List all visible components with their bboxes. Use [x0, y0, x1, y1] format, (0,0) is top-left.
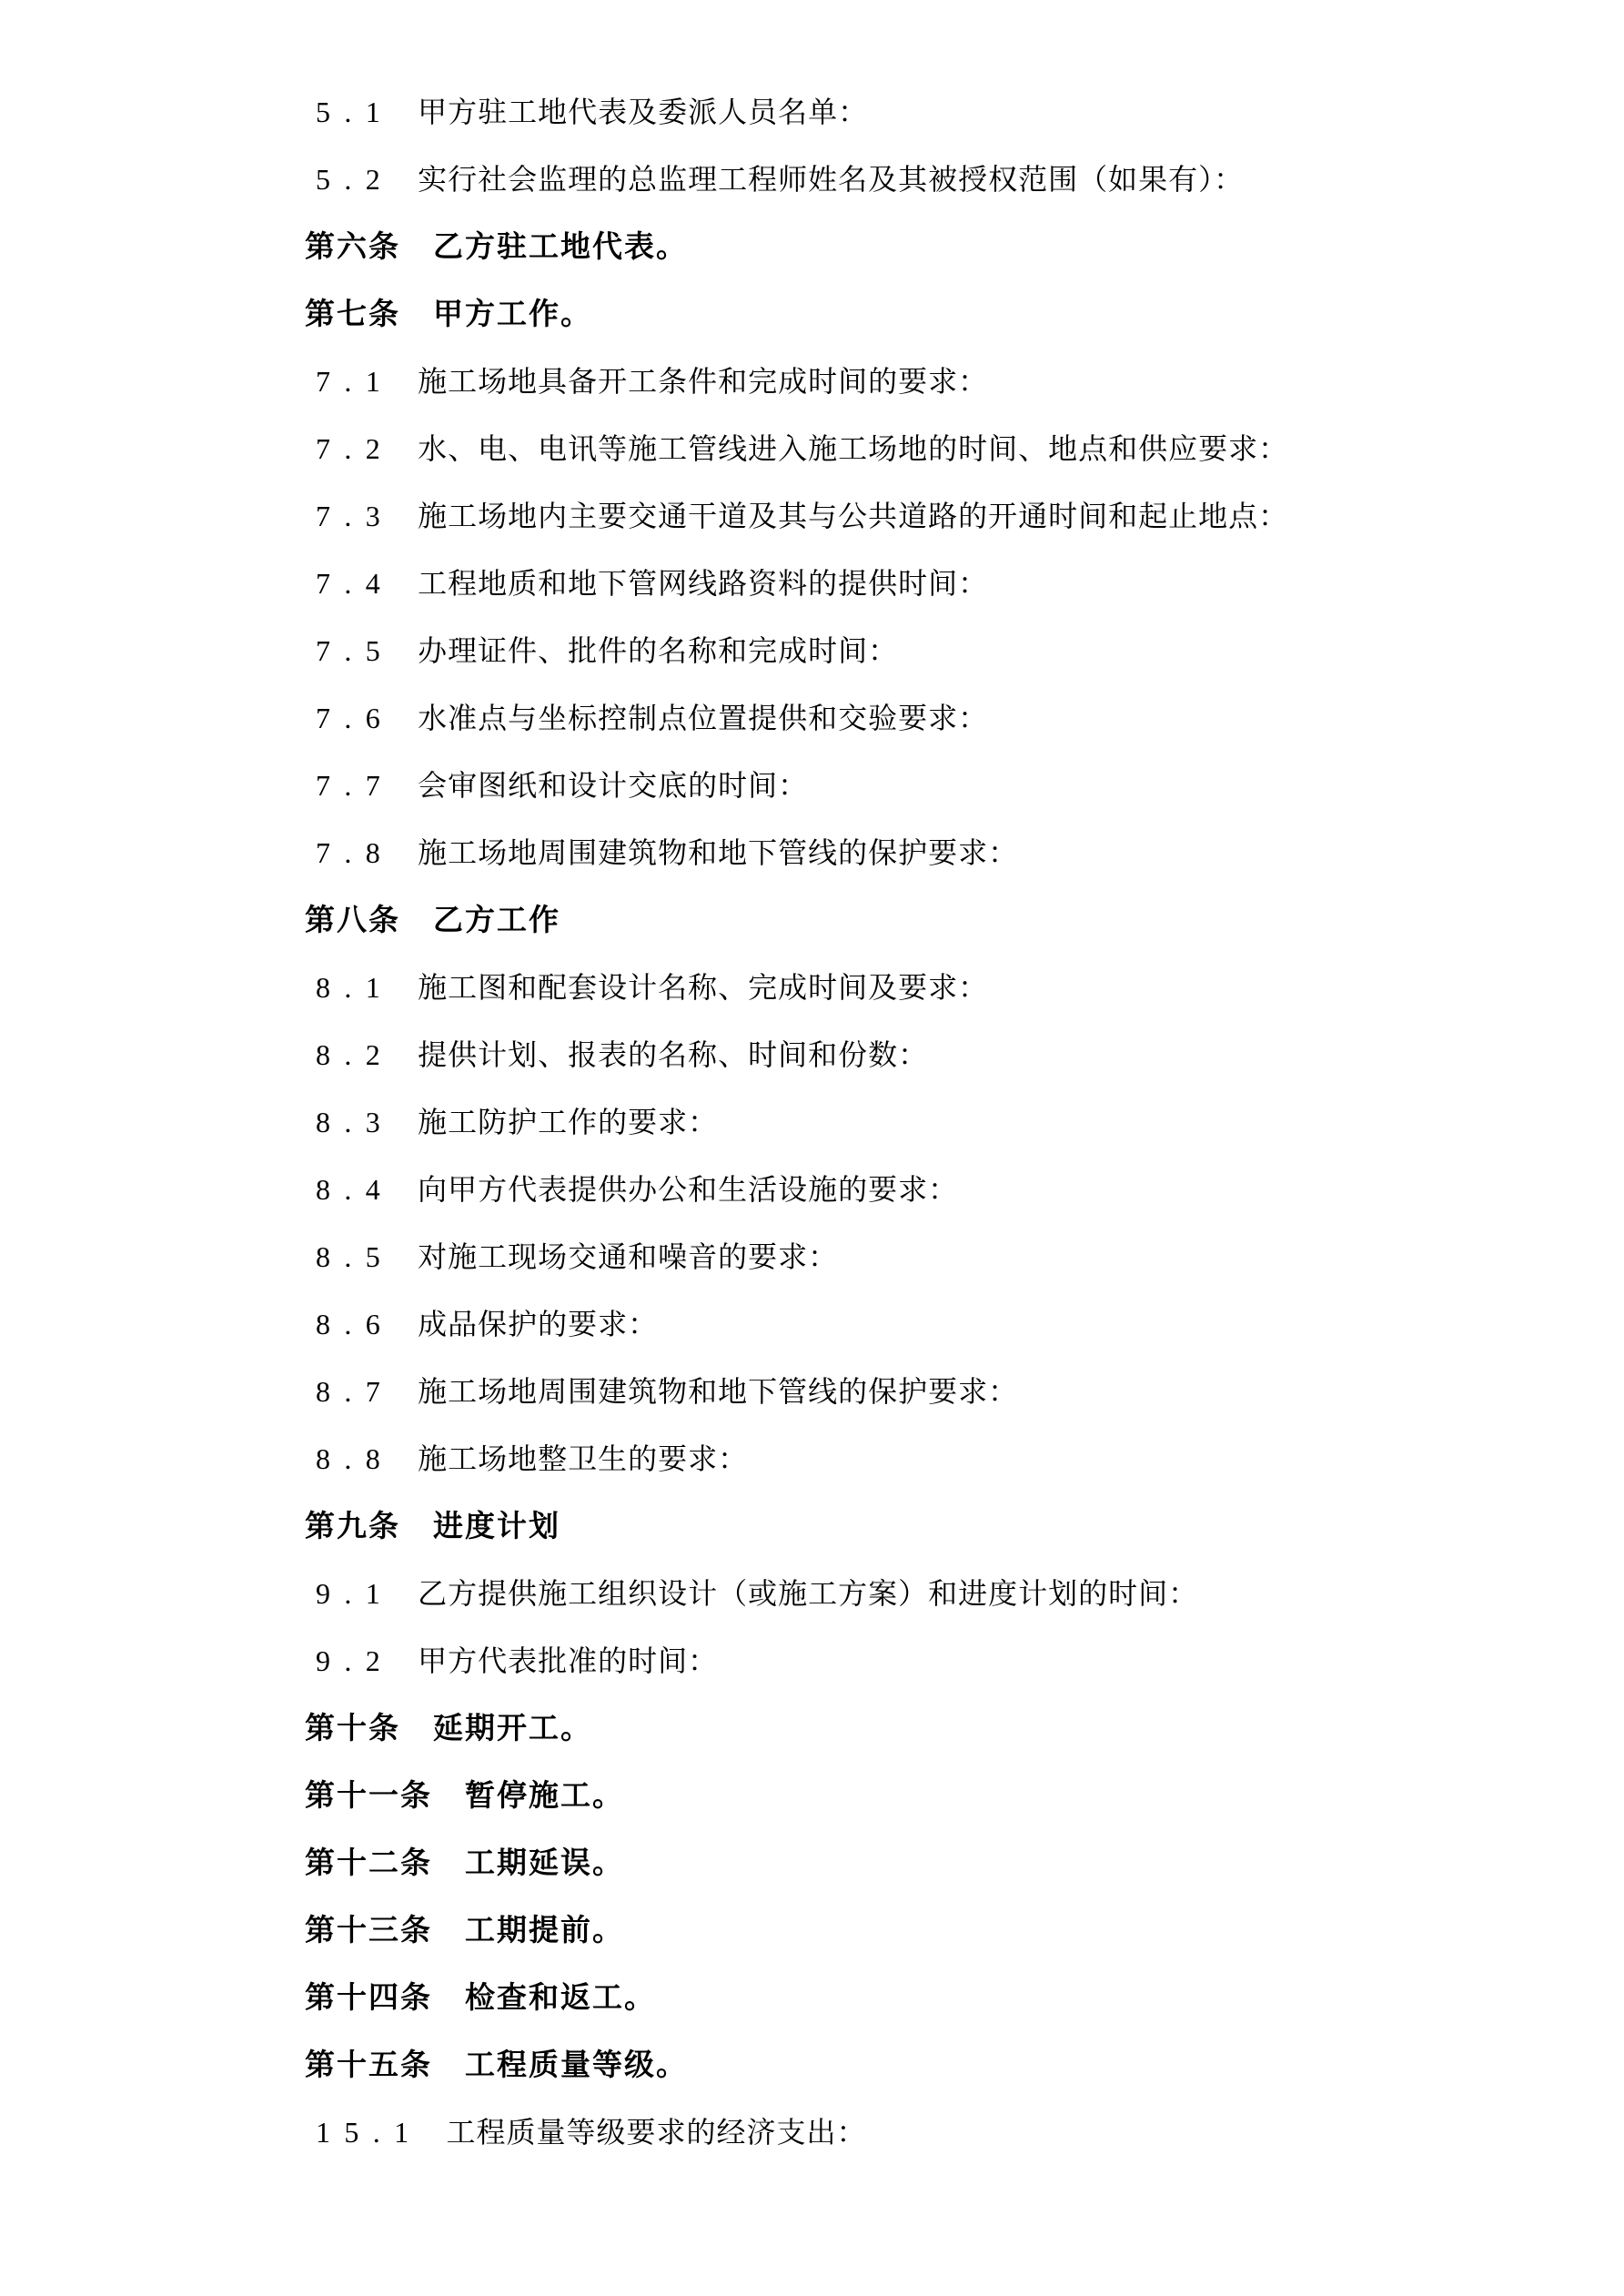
item-text: 施工防护工作的要求：	[418, 1106, 719, 1138]
item-text: 甲方驻工地代表及委派人员名单：	[418, 96, 869, 128]
document-line	[305, 1492, 1515, 1560]
document-line	[305, 1156, 1515, 1223]
item-number: 第六条	[305, 229, 400, 263]
item-text: 实行社会监理的总监理工程师姓名及其被授权范围（如果有）：	[418, 163, 1245, 196]
item-text: 工程质量等级要求的经济支出：	[446, 2116, 867, 2149]
item-number: 8.4	[316, 1173, 395, 1206]
document-line	[305, 1694, 1515, 1762]
item-number: 8.6	[316, 1308, 395, 1340]
document-line	[305, 684, 1515, 752]
item-number: 8.2	[316, 1038, 395, 1071]
document-line	[305, 213, 1515, 280]
document-line	[305, 2031, 1515, 2099]
item-number: 9.1	[316, 1577, 395, 1610]
item-text: 延期开工。	[433, 1711, 592, 1745]
item-text: 乙方工作	[433, 903, 560, 936]
document-line	[305, 1627, 1515, 1694]
item-text: 对施工现场交通和噪音的要求：	[418, 1240, 839, 1273]
item-number: 7.3	[316, 500, 395, 532]
document-line	[305, 482, 1515, 550]
document-line	[305, 1358, 1515, 1425]
document-line	[305, 146, 1515, 213]
item-number: 第七条	[305, 297, 400, 330]
item-number: 7.5	[316, 634, 395, 667]
item-number: 5.2	[316, 163, 395, 196]
item-number: 8.3	[316, 1106, 395, 1138]
document-line	[305, 78, 1515, 146]
item-text: 会审图纸和设计交底的时间：	[418, 769, 809, 802]
document-line	[305, 886, 1515, 954]
item-text: 施工场地内主要交通干道及其与公共道路的开通时间和起止地点：	[418, 500, 1289, 532]
item-text: 提供计划、报表的名称、时间和份数：	[418, 1038, 929, 1071]
document-line	[305, 617, 1515, 684]
item-text: 甲方工作。	[433, 297, 592, 330]
document-line	[305, 1223, 1515, 1290]
item-text: 施工场地周围建筑物和地下管线的保护要求：	[418, 1375, 1019, 1408]
item-text: 暂停施工。	[465, 1778, 624, 1812]
item-text: 甲方代表批准的时间：	[418, 1644, 719, 1677]
item-number: 7.4	[316, 567, 395, 600]
document-line	[305, 348, 1515, 415]
item-number: 第十五条	[305, 2048, 432, 2081]
item-text: 施工场地具备开工条件和完成时间的要求：	[418, 365, 989, 398]
item-text: 向甲方代表提供办公和生活设施的要求：	[418, 1173, 959, 1206]
item-number: 第九条	[305, 1509, 400, 1542]
document-line	[305, 280, 1515, 348]
document-line	[305, 1290, 1515, 1358]
document-line	[305, 954, 1515, 1021]
item-text: 工程质量等级。	[465, 2048, 688, 2081]
item-number: 7.1	[316, 365, 395, 398]
item-number: 第十条	[305, 1711, 400, 1745]
item-text: 工程地质和地下管网线路资料的提供时间：	[418, 567, 989, 600]
item-number: 第八条	[305, 903, 400, 936]
item-text: 水准点与坐标控制点位置提供和交验要求：	[418, 702, 989, 734]
item-text: 水、电、电讯等施工管线进入施工场地的时间、地点和供应要求：	[418, 432, 1289, 465]
document-body	[305, 78, 1515, 2166]
item-text: 工期提前。	[465, 1913, 624, 1947]
item-number: 5.1	[316, 96, 395, 128]
document-line	[305, 1896, 1515, 1964]
item-text: 施工场地整卫生的要求：	[418, 1442, 749, 1475]
item-number: 第十一条	[305, 1778, 432, 1812]
item-text: 检查和返工。	[465, 1980, 656, 2014]
item-text: 办理证件、批件的名称和完成时间：	[418, 634, 899, 667]
item-number: 8.8	[316, 1442, 395, 1475]
item-number: 7.2	[316, 432, 395, 465]
item-number: 8.1	[316, 971, 395, 1004]
item-text: 进度计划	[433, 1509, 560, 1542]
item-text: 乙方驻工地代表。	[433, 229, 688, 263]
document-line	[305, 1762, 1515, 1829]
item-number: 15.1	[316, 2116, 423, 2149]
item-number: 8.5	[316, 1240, 395, 1273]
item-number: 7.8	[316, 836, 395, 869]
item-text: 工期延误。	[465, 1846, 624, 1879]
document-line	[305, 1560, 1515, 1627]
document-line	[305, 1829, 1515, 1896]
document-line	[305, 1021, 1515, 1088]
item-number: 8.7	[316, 1375, 395, 1408]
item-number: 9.2	[316, 1644, 395, 1677]
item-text: 成品保护的要求：	[418, 1308, 659, 1340]
item-text: 施工场地周围建筑物和地下管线的保护要求：	[418, 836, 1019, 869]
document-line	[305, 550, 1515, 617]
document-line	[305, 1425, 1515, 1492]
item-text: 乙方提供施工组织设计（或施工方案）和进度计划的时间：	[418, 1577, 1199, 1610]
document-line	[305, 1088, 1515, 1156]
document-line	[305, 819, 1515, 886]
item-number: 7.6	[316, 702, 395, 734]
document-line	[305, 1964, 1515, 2031]
item-number: 第十四条	[305, 1980, 432, 2014]
item-text: 施工图和配套设计名称、完成时间及要求：	[418, 971, 989, 1004]
document-line	[305, 415, 1515, 482]
item-number: 第十二条	[305, 1846, 432, 1879]
item-number: 7.7	[316, 769, 395, 802]
document-line	[305, 752, 1515, 819]
document-line	[305, 2099, 1515, 2166]
item-number: 第十三条	[305, 1913, 432, 1947]
